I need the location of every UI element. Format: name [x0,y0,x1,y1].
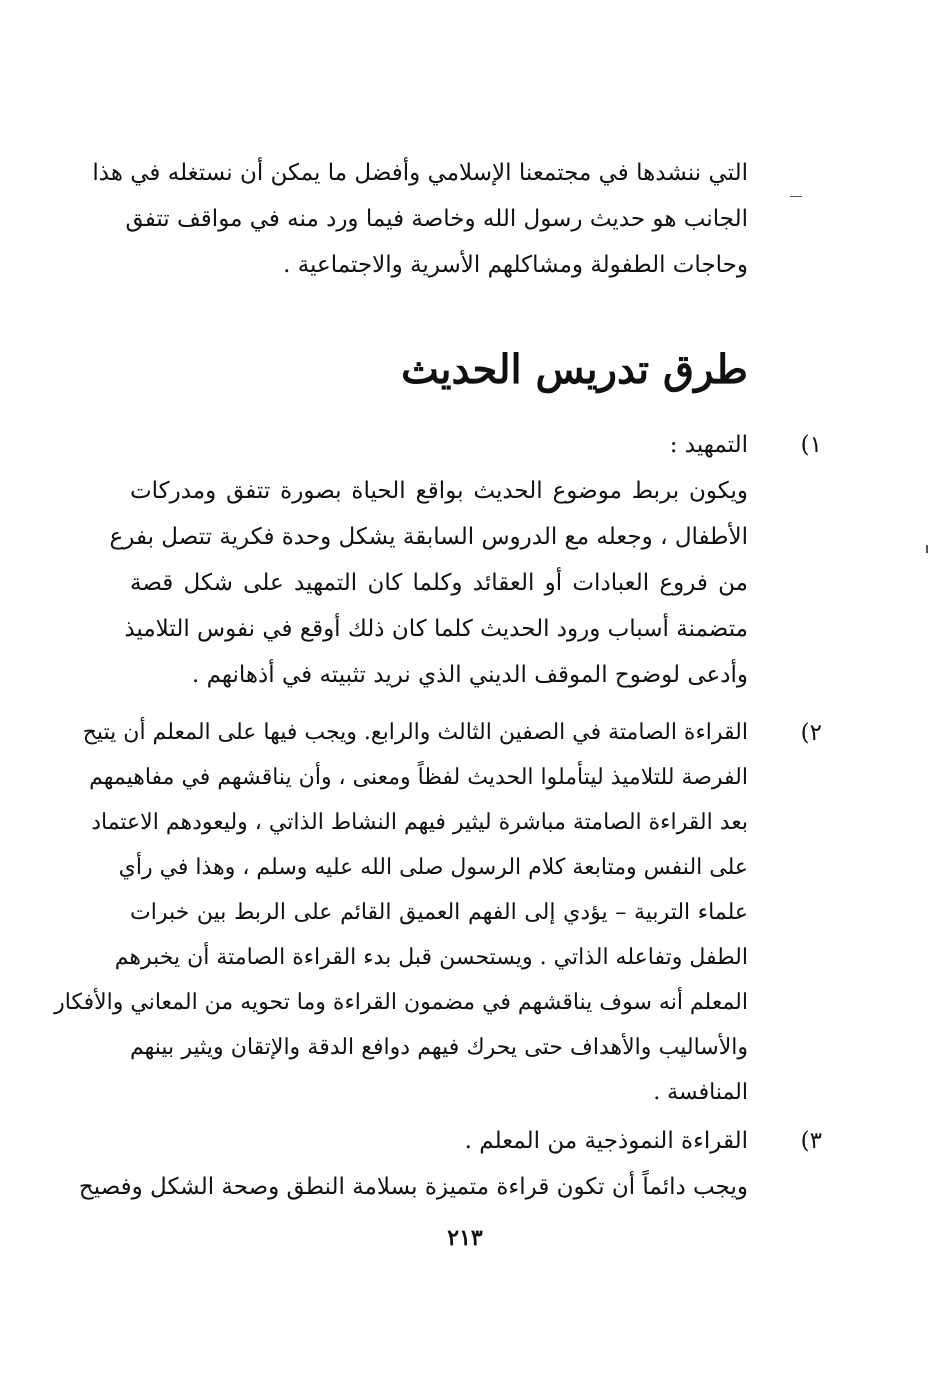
item-number: ١) [800,432,822,458]
item-title: القراءة النموذجية من المعلم . [464,1128,748,1154]
item-line: الطفل وتفاعله الذاتي . ويستحسن قبل بدء القراءة الصامتة أن يخبرهم [114,945,748,970]
item-line: المعلم أنه سوف يناقشهم في مضمون القراءة وما تحويه من المعاني والأفكار [54,990,748,1015]
item-line: متضمنة أسباب ورود الحديث كلما كان ذلك أوقع في نفوس التلاميذ [124,616,748,642]
intro-line: الجانب هو حديث رسول الله وخاصة فيما ورد منه في مواقف تتفق [125,206,748,232]
item-line: الأطفال ، وجعله مع الدروس السابقة يشكل وحدة فكرية تتصل بفرع [109,524,748,550]
item-line: من فروع العبادات أو العقائد وكلما كان التمهيد على شكل قصة [130,570,748,596]
page-number: ٢١٣ [447,1225,483,1251]
intro-line: وحاجات الطفولة ومشاكلهم الأسرية والاجتماعية . [283,252,748,278]
scan-mark [790,196,802,197]
item-number: ٣) [800,1128,822,1154]
item-line: وأدعى لوضوح الموقف الديني الذي نريد تثبيته في أذهانهم . [191,662,748,688]
item-line: الفرصة للتلاميذ ليتأملوا الحديث لفظاً ومعنى ، وأن يناقشهم في مفاهيمهم [89,765,748,790]
item-line: المنافسة . [653,1080,748,1105]
item-line: القراءة الصامتة في الصفين الثالث والرابع. ويجب فيها على المعلم أن يتيح [82,720,748,745]
item-line: والأساليب والأهداف حتى يحرك فيهم دوافع الدقة والإتقان ويثير بينهم [130,1035,748,1060]
item-line: بعد القراءة الصامتة مباشرة ليثير فيهم النشاط الذاتي ، وليعودهم الاعتماد [91,810,748,835]
section-heading: طرق تدريس الحديث [401,346,748,393]
intro-line: التي ننشدها في مجتمعنا الإسلامي وأفضل ما يمكن أن نستغله في هذا [92,160,748,186]
item-title: التمهيد : [669,432,748,458]
item-line: ويجب دائماً أن تكون قراءة متميزة بسلامة النطق وصحة الشكل وفصيح [78,1174,748,1200]
item-line: علماء التربية – يؤدي إلى الفهم العميق القائم على الربط بين خبرات [130,900,748,925]
item-line: ويكون بربط موضوع الحديث بواقع الحياة بصورة تتفق ومدركات [130,478,748,504]
item-number: ٢) [800,720,822,746]
scan-mark [926,545,928,553]
item-line: على النفس ومتابعة كلام الرسول صلى الله عليه وسلم ، وهذا في رأي [118,855,748,880]
